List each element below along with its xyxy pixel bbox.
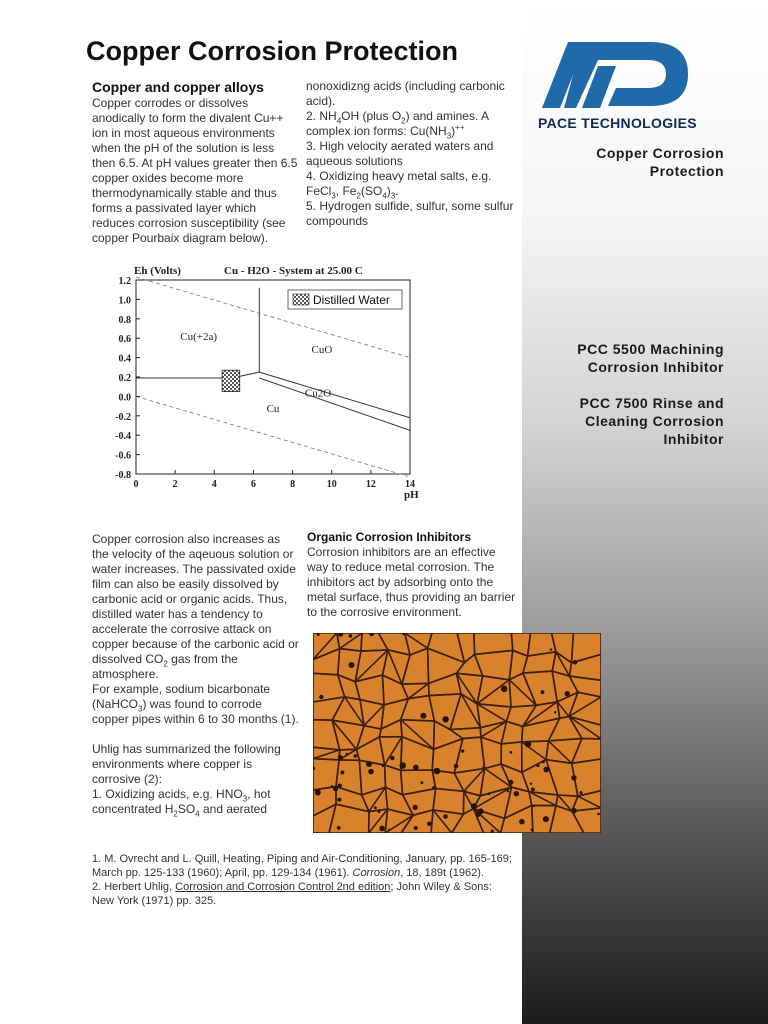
x-tick-label: 4 xyxy=(211,479,217,490)
corrosion-pit xyxy=(510,751,513,754)
corrosion-pit xyxy=(434,768,441,775)
product-pcc-5500: PCC 5500 Machining Corrosion Inhibitor xyxy=(577,341,724,375)
corrosion-pit xyxy=(543,816,549,822)
list-item-1: 1. Oxidizing acids, e.g. $HNO_3$, hot concentrated $H_2SO_4$ and aerated xyxy=(92,787,271,819)
corrosion-pit xyxy=(443,814,448,819)
y-tick-label: -0.2 xyxy=(115,411,131,423)
y-tick-label: 0.8 xyxy=(118,314,131,326)
corrosion-pit xyxy=(482,766,484,768)
corrosion-pit xyxy=(541,690,545,694)
y-tick-label: -0.4 xyxy=(115,431,131,443)
uhlig-paragraph: Uhlig has summarized the following environments where copper is corrosive (2): xyxy=(92,742,281,786)
corrosion-pit xyxy=(338,784,342,788)
list-item-3: 3. High velocity aerated waters and aqueous solutions xyxy=(306,139,494,168)
velocity-paragraph: Copper corrosion also increases as the velocity of the aqeuous solution or water increases. The passivated oxide film can also be easily dissolved by carbonic acid or organic acids. Thus, distilled water has a tendency to accelerate the corrosive attack on copper because of the carbonic acid or dissolved $CO_2$ gas from the atmosphere. xyxy=(92,532,299,681)
y-tick-label: -0.8 xyxy=(115,470,131,481)
pourbaix-diagram xyxy=(100,262,420,502)
y-axis-label: Eh (Volts) xyxy=(134,265,181,277)
corrosion-pit xyxy=(531,828,534,831)
velocity-column xyxy=(92,532,300,817)
corrosion-pit xyxy=(565,691,570,696)
corrosion-pit xyxy=(337,826,341,830)
corrosion-pit xyxy=(382,764,385,767)
region-label: Cu(+2a) xyxy=(180,331,218,344)
distilled-water-marker xyxy=(222,370,240,391)
region-label: Cu2O xyxy=(304,387,332,400)
corrosion-pit xyxy=(413,805,418,810)
corrosion-pit xyxy=(420,713,426,719)
corrosion-pit xyxy=(340,771,344,775)
corrosion-pit xyxy=(378,810,381,813)
corrosion-pit xyxy=(454,764,459,769)
corrosion-pit xyxy=(532,805,534,807)
x-axis-label: pH xyxy=(404,489,419,501)
reference-2: 2. Herbert Uhlig, Corrosion and Corrosion Control 2nd edition; John Wiley & Sons: New York (1971) pp. 325. xyxy=(92,881,492,907)
corrosion-pit xyxy=(366,761,372,767)
y-tick-label: 0.0 xyxy=(118,392,131,404)
corrosion-pit xyxy=(514,791,519,796)
corrosion-pit xyxy=(374,806,377,809)
x-tick-label: 10 xyxy=(326,479,337,490)
y-tick-label: 0.2 xyxy=(118,373,131,384)
corrosion-pit xyxy=(368,769,374,775)
product-pcc-7500: PCC 7500 Rinse and Cleaning Corrosion Inhibitor xyxy=(579,395,724,447)
corrosion-pit xyxy=(317,633,320,636)
corrosion-pit xyxy=(519,819,525,825)
copper-micrograph-image xyxy=(313,633,601,833)
legend xyxy=(288,290,402,309)
corrosion-pit xyxy=(333,786,338,791)
corrosion-pit xyxy=(571,775,576,780)
corrosion-pit xyxy=(530,783,532,785)
corrosion-pit xyxy=(379,826,385,832)
sidebar-subtitle: Copper Corrosion Protection xyxy=(596,145,724,179)
section-heading-inhibitors: Organic Corrosion Inhibitors xyxy=(307,530,472,544)
list-item-4: 4. Oxidizing heavy metal salts, e.g. FeCl$_3$, $Fe_2(SO_4)_3$. xyxy=(306,169,492,201)
y-tick-label: 0.6 xyxy=(118,334,131,346)
region-label: Cu xyxy=(266,402,280,415)
corrosion-pit xyxy=(488,793,491,796)
corrosion-pit xyxy=(354,754,358,758)
chart-title: Cu - H2O - System at 25.00 C xyxy=(224,265,363,277)
corrosion-pit xyxy=(542,761,545,764)
list-item-5: 5. Hydrogen sulfide, sulfur, some sulfur compounds xyxy=(306,199,514,228)
inhibitors-paragraph: Corrosion inhibitors are an effective way to reduce metal corrosion. The inhibitors act by adsorbing onto the metal surface, thus providing an barrier to the corrosive environment. xyxy=(307,545,516,619)
intro-column xyxy=(92,79,298,246)
x-tick-label: 12 xyxy=(365,479,376,490)
corrosion-pit xyxy=(337,798,341,802)
legend-label: Distilled Water xyxy=(313,293,390,307)
corrosion-pit xyxy=(543,767,549,773)
corrosion-pit xyxy=(501,686,508,693)
corrosion-pit xyxy=(390,756,394,760)
corrosion-pit xyxy=(331,785,334,788)
x-tick-label: 8 xyxy=(290,479,296,490)
corrosion-pit xyxy=(346,753,349,756)
y-tick-label: 1.0 xyxy=(118,295,131,307)
corrosion-pit xyxy=(597,813,600,816)
section-heading-copper-alloys: Copper and copper alloys xyxy=(92,79,264,95)
corrosion-pit xyxy=(471,803,477,809)
corrosion-pit xyxy=(421,781,424,784)
references xyxy=(92,852,512,908)
corrosion-pit xyxy=(525,741,531,747)
corrosion-pit xyxy=(536,764,539,767)
corrosion-pit xyxy=(550,648,552,650)
corrosion-pit xyxy=(573,660,578,665)
y-tick-label: 0.4 xyxy=(118,353,131,365)
page-title: Copper Corrosion Protection xyxy=(86,36,459,66)
corrosion-pit xyxy=(461,750,464,753)
corrosion-pit xyxy=(349,662,355,668)
corrosion-pit xyxy=(413,765,419,771)
corrosion-pit xyxy=(315,790,321,796)
environments-list-continued xyxy=(306,79,514,229)
y-tick-label: -0.6 xyxy=(115,450,131,462)
corrosion-pit xyxy=(507,790,509,792)
list-item-2: 2. $NH_4OH$ (plus $O_2$) and amines. A complex ion forms: $Cu(NH_3)^{++}$ xyxy=(306,109,489,141)
corrosion-pit xyxy=(571,808,577,814)
x-tick-label: 6 xyxy=(250,479,256,490)
corrosion-pit xyxy=(491,830,494,833)
legend-swatch xyxy=(293,294,309,305)
corrosion-pit xyxy=(478,808,484,814)
x-tick-label: 0 xyxy=(133,479,139,490)
corrosion-pit xyxy=(442,716,448,722)
x-tick-label: 2 xyxy=(172,479,178,490)
region-label: CuO xyxy=(311,343,333,356)
corrosion-pit xyxy=(508,780,513,785)
brand-name: PACE TECHNOLOGIES xyxy=(538,115,697,131)
inhibitors-column xyxy=(307,530,517,620)
corrosion-pit xyxy=(554,711,556,713)
bicarbonate-paragraph: For example, sodium bicarbonate (NaHCO$_3$) was found to corrode copper pipes within 6 to 30 months (1). xyxy=(92,682,299,726)
x-tick-label: 14 xyxy=(405,479,415,490)
list-continuation: nonoxidizng acids (including carbonic acid). xyxy=(306,79,505,108)
corrosion-pit xyxy=(399,762,406,769)
corrosion-pit xyxy=(579,791,582,794)
reference-1: 1. M. Ovrecht and L. Quill, Heating, Piping and Air-Conditioning, January, pp. 165-169; March pp. 125-133 (1960); April, pp. 129-134 (1961). Corrosion, 18, 189t (1962). xyxy=(92,853,512,879)
corrosion-pit xyxy=(338,755,343,760)
corrosion-pit xyxy=(432,786,435,789)
corrosion-pit xyxy=(388,829,390,831)
corrosion-pit xyxy=(414,826,418,830)
y-tick-label: 1.2 xyxy=(118,276,131,287)
corrosion-pit xyxy=(319,695,323,699)
corrosion-pit xyxy=(531,788,535,792)
corrosion-pit xyxy=(349,634,353,638)
corrosion-pit xyxy=(427,822,432,827)
intro-paragraph: Copper corrodes or dissolves anodically to form the divalent Cu++ ion in most aqueous environments when the pH of the solution is less then 6.5. At pH values greater then 6.5 copper oxides become more thermodynamically stable and thus forms a passivated layer which reduces corrosion susceptibility (see copper Pourbaix diagram below). xyxy=(92,96,298,245)
